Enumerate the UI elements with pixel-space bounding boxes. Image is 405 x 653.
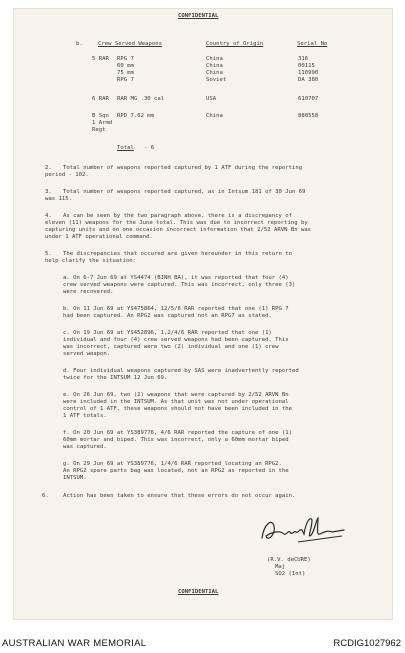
row-weapon: 75 mm xyxy=(117,70,134,76)
signatory-rank: Maj xyxy=(275,564,286,570)
row-serial: 610707 xyxy=(298,96,319,102)
row-weapon: RAR MG .30 cal xyxy=(117,96,165,102)
subpara-e-line: were included in the INTSUM. As that unit was not under operational xyxy=(63,399,289,405)
signatory-name: (R.V. deCURE) xyxy=(267,557,311,563)
para-4-line: eleven (11) weapons for the June total. This was due to incorrect reporting by xyxy=(45,220,308,226)
classification-footer: CONFIDENTIAL xyxy=(178,589,219,595)
row-unit: 6 RAR xyxy=(92,96,109,102)
para-4-line: under 1 ATF operational command. xyxy=(45,234,153,240)
row-weapon: RPG 7 xyxy=(117,77,134,83)
subpara-f-line: 60mm mortar and biped. This was incorrect, only a 60mm mortar biped xyxy=(63,437,289,443)
handwritten-signature xyxy=(258,512,348,548)
row-unit: 5 RAR xyxy=(92,56,109,62)
col-header-country: Country of Origin xyxy=(206,41,264,47)
classification-header: CONFIDENTIAL xyxy=(178,13,219,19)
row-country: USA xyxy=(206,96,217,102)
subpara-e-line: 1 ATF totals. xyxy=(63,413,107,419)
row-country: China xyxy=(206,113,223,119)
para-5-number: 5. xyxy=(45,251,52,257)
para-4-line: As can be seen by the two paragraph above, there is a discrepancy of xyxy=(63,213,293,219)
row-serial: 00115 xyxy=(298,63,315,69)
subpara-g-line: An RPG2 spare parts bag was located, not an RPG2 as reported in the xyxy=(63,468,289,474)
row-unit: 1 Armd xyxy=(92,120,113,126)
col-header-serial: Serial No xyxy=(297,41,328,47)
para-5-line: The discrepancies that occured are given hereunder in this return to xyxy=(63,251,293,257)
subpara-c-line: served weapon. xyxy=(63,351,111,357)
row-weapon: RPD 7.62 mm xyxy=(117,113,155,119)
subpara-f-line: was captured. xyxy=(63,444,107,450)
archive-footer xyxy=(0,630,405,653)
subpara-g-line: g. On 29 Jun 69 at YS389776, 1/4/6 RAR reported locating an RPG2. xyxy=(63,461,282,467)
row-unit: B Sqn xyxy=(92,113,109,119)
row-weapon: 60 mm xyxy=(117,63,134,69)
row-serial: 880558 xyxy=(298,113,319,119)
subpara-e-line: control of 1 ATF, these weapons should not have been included in the xyxy=(63,406,293,412)
signatory-role: SO2 (Int) xyxy=(275,571,306,577)
subpara-c-line: individual and four (4) crew served weapons had been captured. This xyxy=(63,337,289,343)
row-country: China xyxy=(206,70,223,76)
subpara-d-line: d. Four individual weapons captured by SAS were inadvertently reported xyxy=(63,368,299,374)
subpara-a-line: a. On 6-7 Jun 69 at YS4474 (BINH BA), it was reported that four (4) xyxy=(63,275,289,281)
row-serial: 316 xyxy=(298,56,309,62)
para-3-number: 3. xyxy=(45,189,52,195)
subpara-f-line: f. On 20 Jun 69 at YS389776, 4/6 RAR reported the capture of one (1) xyxy=(63,430,293,436)
row-unit: Regt xyxy=(92,127,106,133)
total-label: Total xyxy=(117,145,134,151)
row-country: China xyxy=(206,63,223,69)
subpara-c-line: was incorrect, captured were two (2) individual and one (1) crew xyxy=(63,344,279,350)
section-b-label: b. xyxy=(76,41,83,47)
row-country: Soviet xyxy=(206,77,227,83)
subpara-e-line: e. On 26 Jun 69, two (2) weapons that were captured by 2/52 ARVN Bn xyxy=(63,392,289,398)
para-2-line: period - 102. xyxy=(45,172,89,178)
para-3-line: Total number of weapons reported captured, as in Intsum 181 of 30 Jun 69 xyxy=(63,189,306,195)
subpara-c-line: c. On 19 Jun 69 at YS452896, 1,2/4/6 RAR reported that one (1) xyxy=(63,330,272,336)
para-6-line: Action has been taken to ensure that these errors do not occur again. xyxy=(63,493,296,499)
para-2-number: 2. xyxy=(45,165,52,171)
subpara-a-line: crew served weapons were captured. This was incorrect, only three (3) xyxy=(63,282,296,288)
archive-name: AUSTRALIAN WAR MEMORIAL xyxy=(2,638,147,649)
para-3-line: was 115. xyxy=(45,196,72,202)
para-2-line: Total number of weapons reported captured by 1 ATF during the reporting xyxy=(63,165,303,171)
archive-id: RCDIG1027962 xyxy=(333,638,401,649)
col-header-weapons: Crew Served Weapons xyxy=(98,41,162,47)
subpara-d-line: twice for the INTSUM 12 Jun 69. xyxy=(63,375,168,381)
subpara-b-line: had been captured. An RPG2 was captured not an RPG7 as stated. xyxy=(63,313,272,319)
total-value: - 6 xyxy=(144,145,155,151)
para-4-number: 4. xyxy=(45,213,52,219)
subpara-g-line: INTSUM. xyxy=(63,475,87,481)
row-serial: DA 380 xyxy=(298,77,319,83)
para-4-line: capturing units and on one occasion incorrect information that 2/52 ARVN Bn was xyxy=(45,227,312,233)
para-6-number: 6. xyxy=(42,493,49,499)
row-serial: 110990 xyxy=(298,70,319,76)
subpara-b-line: b. On 11 Jun 69 at YS475864, 12/5/6 RAR reported that one (1) RPG 7 xyxy=(63,306,289,312)
row-country: China xyxy=(206,56,223,62)
row-weapon: RPG 7 xyxy=(117,56,134,62)
subpara-a-line: were recovered. xyxy=(63,289,114,295)
para-5-line: help clarify the situation: xyxy=(45,258,136,264)
